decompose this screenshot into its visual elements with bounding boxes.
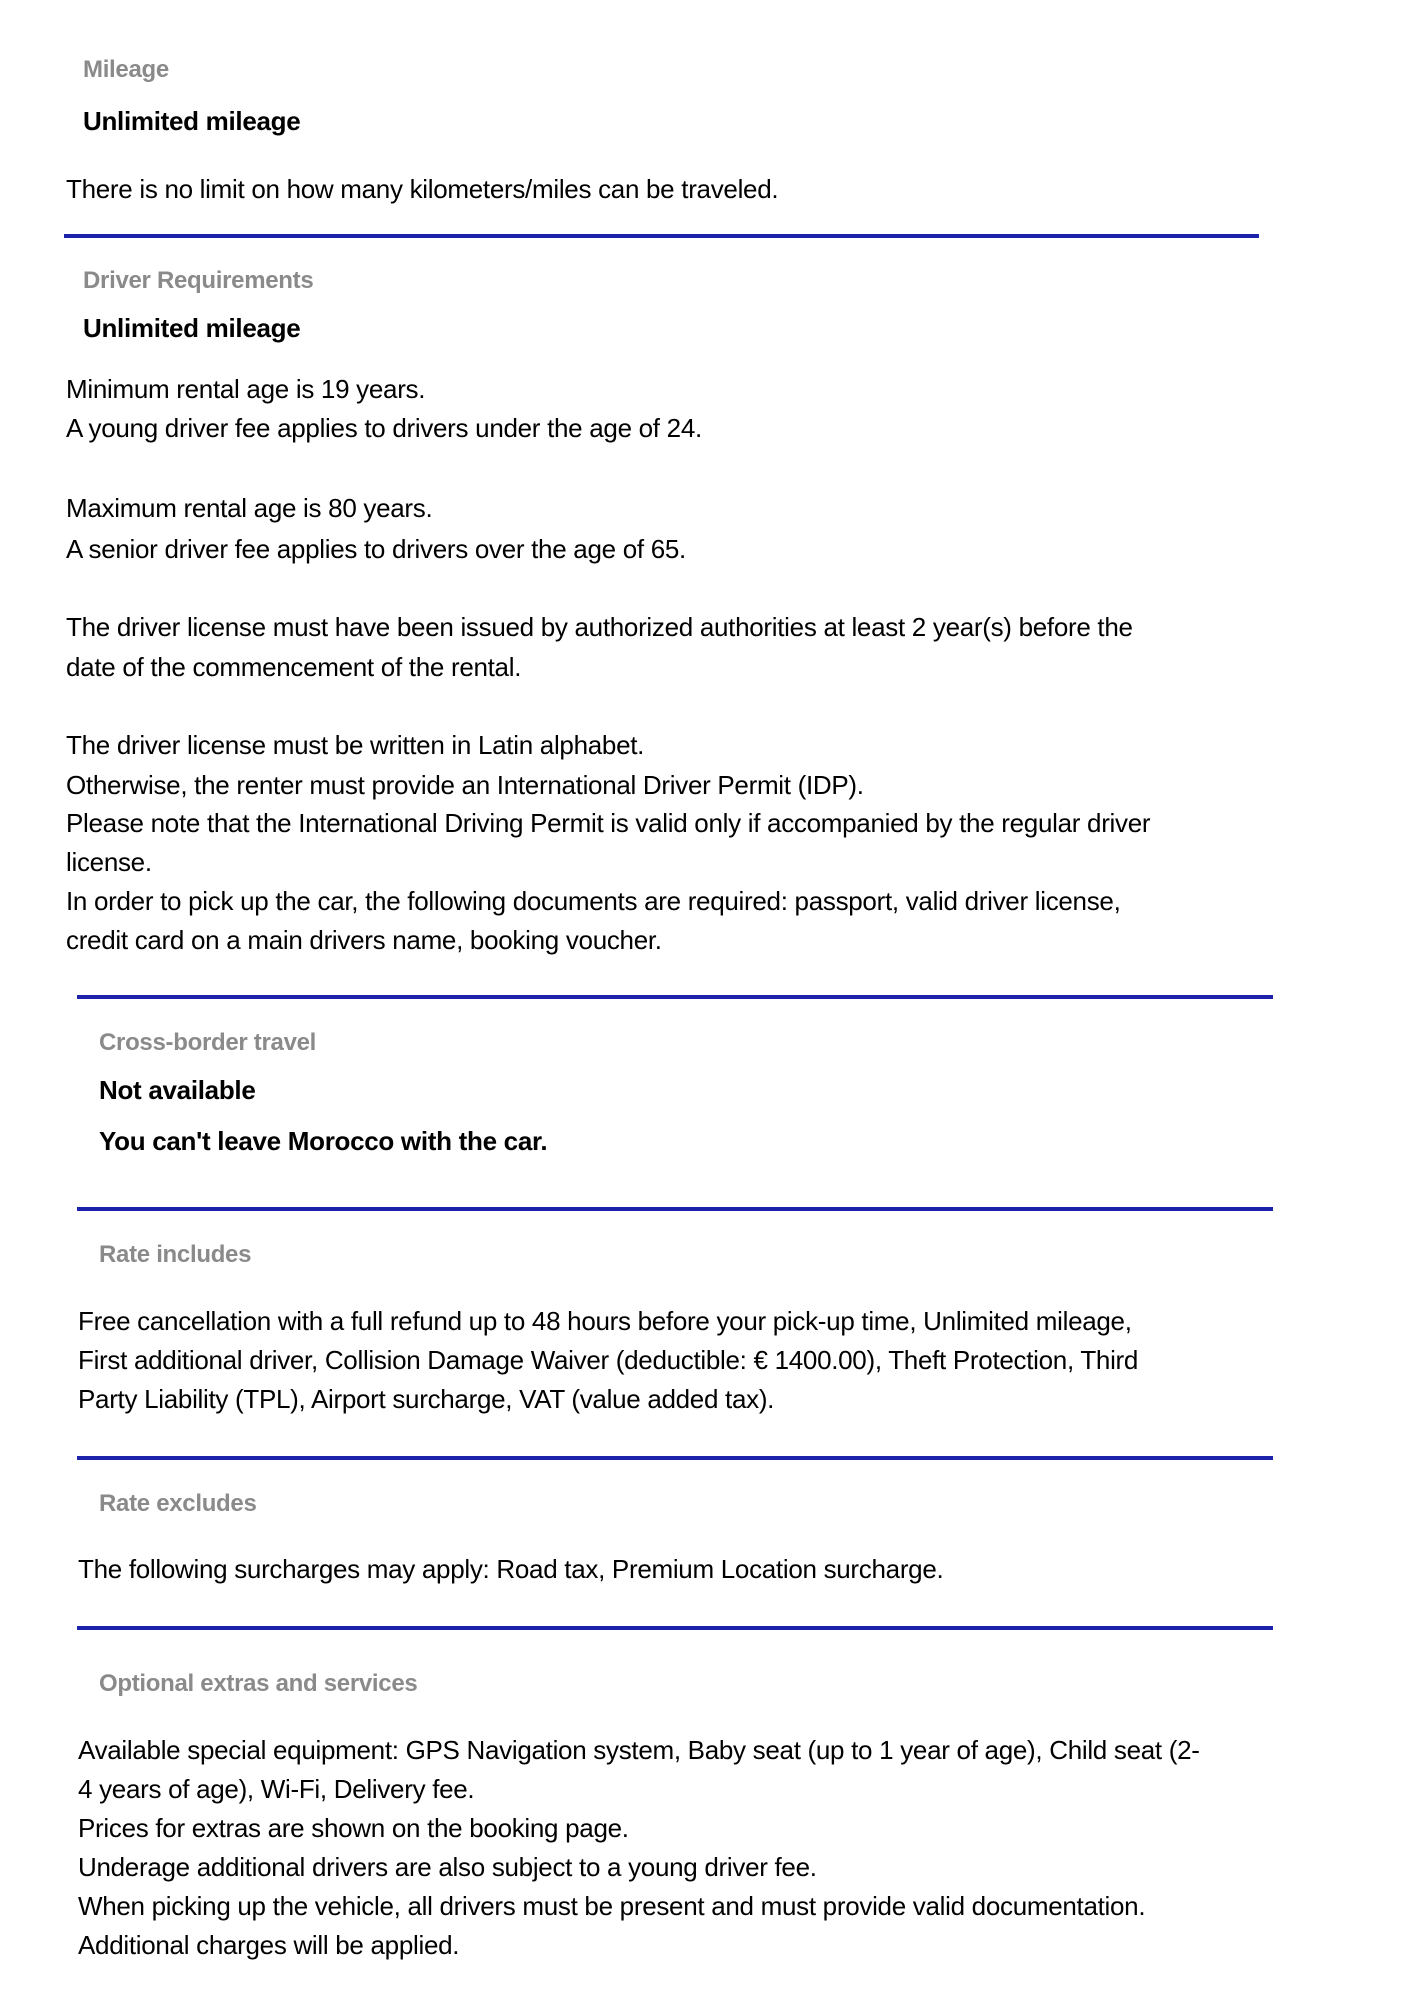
section-body	[78, 1550, 943, 1589]
section-body	[66, 370, 1150, 960]
body-line: There is no limit on how many kilometers/miles can be traveled.	[66, 174, 779, 204]
body-line: 4 years of age), Wi-Fi, Delivery fee.	[78, 1774, 475, 1804]
body-line: license.	[66, 847, 152, 877]
body-line: Party Liability (TPL), Airport surcharge, VAT (value added tax).	[78, 1384, 775, 1414]
section-label: Driver Requirements	[83, 267, 314, 294]
section-value: Unlimited mileage	[83, 313, 301, 343]
body-line: Please note that the International Driving Permit is valid only if accompanied by the regular driver	[66, 808, 1151, 838]
section-divider	[77, 1456, 1273, 1460]
body-line: The driver license must be written in Latin alphabet.	[66, 730, 645, 760]
section-divider	[64, 234, 1259, 238]
body-line: Available special equipment: GPS Navigation system, Baby seat (up to 1 year of age), Child seat (2-	[78, 1735, 1200, 1765]
body-line: The driver license must have been issued by authorized authorities at least 2 year(s) before the	[66, 612, 1133, 642]
body-line: Maximum rental age is 80 years.	[66, 493, 433, 523]
body-line	[66, 687, 1150, 726]
section-label: Cross-border travel	[99, 1029, 317, 1056]
section-divider	[77, 995, 1273, 999]
body-line: First additional driver, Collision Damage Waiver (deductible: € 1400.00), Theft Protection, Third	[78, 1345, 1139, 1375]
body-line: credit card on a main drivers name, booking voucher.	[66, 925, 662, 955]
body-line	[66, 569, 1150, 608]
body-line: A young driver fee applies to drivers under the age of 24.	[66, 413, 702, 443]
section-body	[66, 170, 778, 209]
body-line: In order to pick up the car, the following documents are required: passport, valid driver license,	[66, 886, 1121, 916]
section-label: Rate excludes	[99, 1490, 257, 1517]
body-line: Underage additional drivers are also subject to a young driver fee.	[78, 1852, 817, 1882]
section-note: You can't leave Morocco with the car.	[99, 1126, 548, 1156]
body-line: Otherwise, the renter must provide an International Driver Permit (IDP).	[66, 770, 864, 800]
section-value: Unlimited mileage	[83, 106, 301, 136]
body-line	[66, 451, 1150, 489]
body-line: When picking up the vehicle, all drivers must be present and must provide valid documentation.	[78, 1891, 1146, 1921]
body-line: The following surcharges may apply: Road tax, Premium Location surcharge.	[78, 1554, 944, 1584]
body-line: Prices for extras are shown on the booking page.	[78, 1813, 629, 1843]
body-line: Minimum rental age is 19 years.	[66, 374, 426, 404]
section-label: Mileage	[83, 56, 169, 83]
body-line: date of the commencement of the rental.	[66, 652, 522, 682]
body-line: A senior driver fee applies to drivers over the age of 65.	[66, 534, 686, 564]
section-body	[78, 1731, 1200, 1965]
section-body	[78, 1302, 1138, 1419]
section-value: Not available	[99, 1075, 256, 1105]
section-divider	[77, 1207, 1273, 1211]
section-divider	[77, 1626, 1273, 1630]
section-label: Optional extras and services	[99, 1670, 418, 1697]
body-line: Additional charges will be applied.	[78, 1930, 460, 1960]
body-line: Free cancellation with a full refund up to 48 hours before your pick-up time, Unlimited mileage,	[78, 1306, 1132, 1336]
section-label: Rate includes	[99, 1241, 252, 1268]
